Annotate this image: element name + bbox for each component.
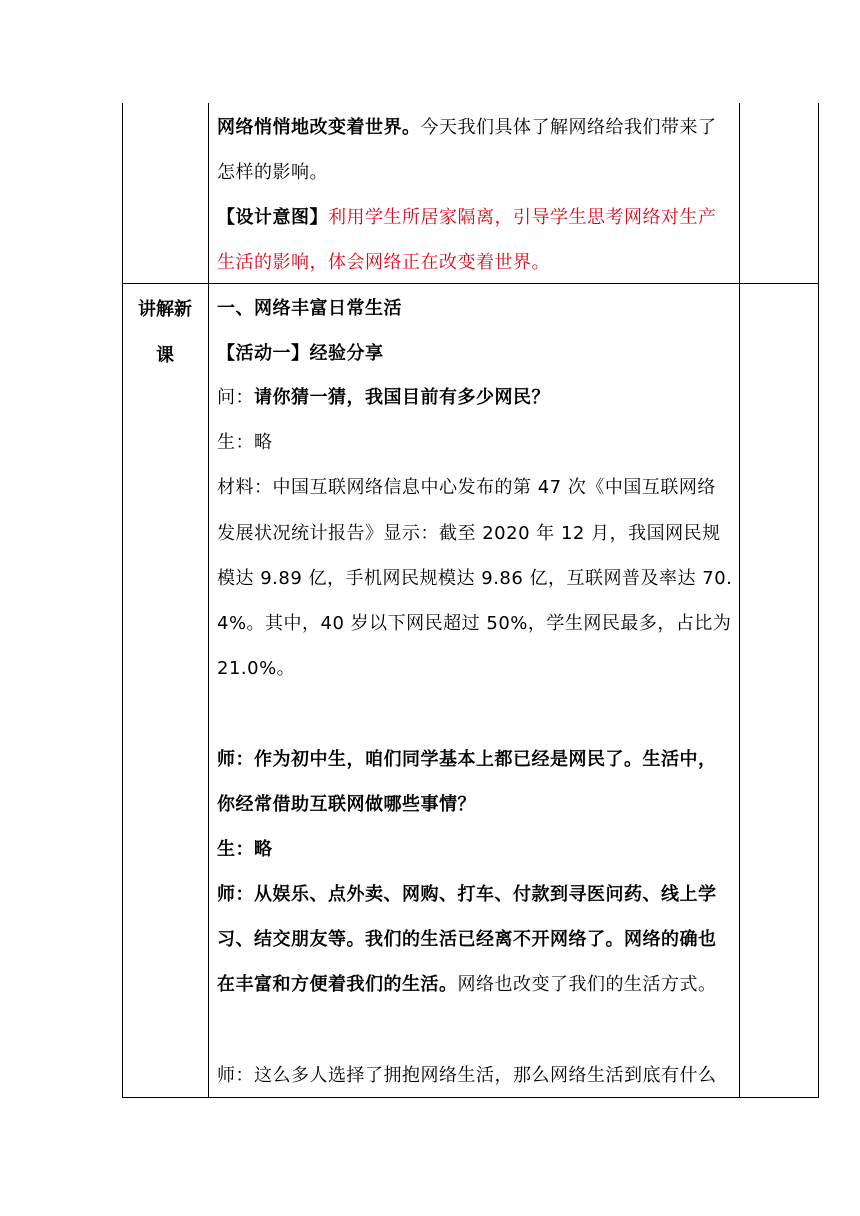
- student-answer-1: 生：略: [217, 432, 273, 453]
- section-heading: 一、网络丰富日常生活: [217, 298, 402, 319]
- section-label-line1: 讲解新: [138, 299, 192, 320]
- question-line: [217, 378, 737, 418]
- student-answer-2: 生：略: [217, 839, 273, 860]
- material-line-1: 材料：中国互联网络信息中心发布的第 47 次《中国互联网络: [217, 477, 716, 498]
- design-intent-label: 【设计意图】: [217, 207, 328, 228]
- teacher-line-3: 师：这么多人选择了拥抱网络生活，那么网络生活到底有什么: [217, 1065, 717, 1086]
- material-line-5: 21.0%。: [217, 658, 296, 679]
- table-border-bottom: [122, 1097, 819, 1098]
- teacher-line-2c-bold: 在丰富和方便着我们的生活。: [217, 974, 458, 995]
- prev-row-line1-bold: 网络悄悄地改变着世界。: [217, 117, 421, 138]
- teacher-line-2c: [217, 965, 737, 1005]
- prev-row-line1-tail: 今天我们具体了解网络给我们带来了: [420, 117, 717, 138]
- question-prefix: 问：: [217, 387, 254, 408]
- teacher-line-2c-tail: 网络也改变了我们的生活方式。: [457, 974, 717, 995]
- question-text: 请你猜一猜，我国目前有多少网民？: [254, 387, 550, 408]
- material-line-3: 模达 9.89 亿，手机网民规模达 9.86 亿，互联网普及率达 70.: [217, 568, 733, 589]
- design-intent-line1: [217, 198, 737, 238]
- teacher-line-1b: 你经常借助互联网做哪些事情？: [217, 794, 476, 815]
- prev-row-line2: 怎样的影响。: [217, 162, 328, 183]
- teacher-line-1a: 师：作为初中生，咱们同学基本上都已经是网民了。生活中，: [217, 749, 717, 770]
- design-intent-text: 利用学生所居家隔离，引导学生思考网络对生产: [328, 207, 717, 228]
- table-border-right: [818, 103, 819, 1098]
- material-line-4: 4%。其中，40 岁以下网民超过 50%，学生网民最多，占比为: [217, 613, 732, 634]
- section-label-line2: 课: [156, 345, 174, 366]
- table-border-left: [122, 103, 123, 1098]
- prev-row-line1: [217, 108, 737, 148]
- table-column-divider: [208, 103, 209, 1098]
- activity-title: 【活动一】经验分享: [217, 343, 384, 364]
- row-divider: [122, 283, 819, 284]
- table-column-divider-right: [739, 103, 740, 1098]
- teacher-line-2b: 习、结交朋友等。我们的生活已经离不开网络了。网络的确也: [217, 929, 717, 950]
- material-line-2: 发展状况统计报告》显示：截至 2020 年 12 月，我国网民规: [217, 523, 721, 544]
- teacher-line-2a: 师：从娱乐、点外卖、网购、打车、付款到寻医问药、线上学: [217, 884, 717, 905]
- design-intent-line2: 生活的影响，体会网络正在改变着世界。: [217, 252, 550, 273]
